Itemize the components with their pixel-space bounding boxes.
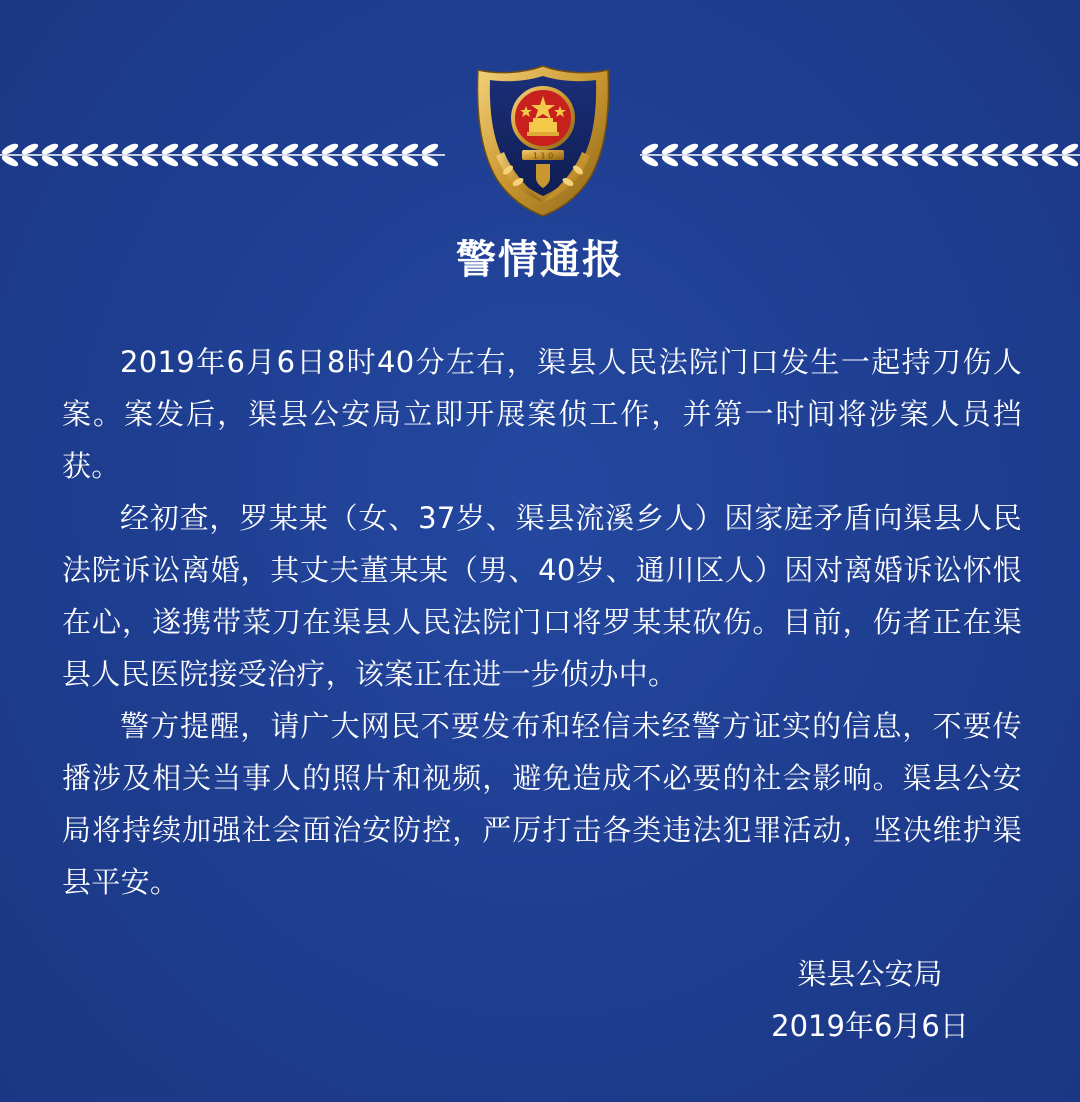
laurel-leaf xyxy=(920,154,939,169)
laurel-leaf xyxy=(960,142,979,157)
laurel-leaf xyxy=(200,154,219,169)
signature-date: 2019年6月6日 xyxy=(771,1009,969,1043)
laurel-leaf xyxy=(980,142,999,157)
laurel-leaf xyxy=(340,142,359,157)
laurel-leaf xyxy=(260,142,279,157)
laurel-leaf xyxy=(180,154,199,169)
laurel-leaf xyxy=(1060,142,1079,157)
laurel-leaf xyxy=(880,142,899,157)
laurel-leaf xyxy=(20,154,39,169)
laurel-leaf xyxy=(40,154,59,169)
laurel-leaf xyxy=(100,142,119,157)
signature-issuer: 渠县公安局 xyxy=(797,957,943,991)
laurel-leaf xyxy=(800,142,819,157)
laurel-leaf xyxy=(220,142,239,157)
laurel-leaf xyxy=(60,142,79,157)
laurel-leaf xyxy=(840,142,859,157)
laurel-leaf xyxy=(840,154,859,169)
laurel-leaf xyxy=(400,154,419,169)
laurel-leaf xyxy=(360,142,379,157)
notice-body xyxy=(62,336,1022,908)
right-laurel-decoration xyxy=(640,138,1080,172)
laurel-leaf xyxy=(960,154,979,169)
laurel-leaf xyxy=(940,142,959,157)
laurel-leaf xyxy=(340,154,359,169)
laurel-leaf xyxy=(700,142,719,157)
laurel-leaf xyxy=(640,154,659,169)
laurel-leaf xyxy=(0,154,19,169)
laurel-leaf xyxy=(1000,142,1019,157)
laurel-leaf xyxy=(780,142,799,157)
laurel-leaf xyxy=(800,154,819,169)
laurel-leaf xyxy=(420,142,439,157)
laurel-leaf xyxy=(900,154,919,169)
emblem-banner-text: 1 1 0 xyxy=(532,151,554,161)
laurel-leaf xyxy=(860,154,879,169)
laurel-leaf xyxy=(180,142,199,157)
laurel-leaf xyxy=(120,154,139,169)
laurel-leaf xyxy=(60,154,79,169)
laurel-leaf xyxy=(300,154,319,169)
laurel-leaf xyxy=(80,142,99,157)
laurel-leaf xyxy=(300,142,319,157)
laurel-leaf xyxy=(160,154,179,169)
laurel-leaf xyxy=(200,142,219,157)
laurel-leaf xyxy=(820,154,839,169)
laurel-leaf xyxy=(280,154,299,169)
laurel-leaf xyxy=(660,154,679,169)
laurel-leaf xyxy=(20,142,39,157)
laurel-leaf xyxy=(900,142,919,157)
laurel-leaf xyxy=(940,154,959,169)
laurel-leaf xyxy=(1040,154,1059,169)
laurel-leaf xyxy=(1000,154,1019,169)
laurel-leaf xyxy=(860,142,879,157)
laurel-leaf xyxy=(380,142,399,157)
laurel-leaf xyxy=(820,142,839,157)
left-laurel-decoration xyxy=(0,138,445,172)
laurel-leaf xyxy=(920,142,939,157)
laurel-leaf xyxy=(760,142,779,157)
laurel-leaf xyxy=(740,154,759,169)
laurel-leaf xyxy=(780,154,799,169)
laurel-leaf xyxy=(760,154,779,169)
laurel-leaf xyxy=(380,154,399,169)
laurel-leaf xyxy=(680,142,699,157)
paragraph-investigation: 经初查，罗某某（女、37岁、渠县流溪乡人）因家庭矛盾向渠县人民法院诉讼离婚，其丈夫董某某（男、40岁、通川区人）因对离婚诉讼怀恨在心，遂携带菜刀在渠县人民法院门口将罗某某砍伤。目前，伤者正在渠县人民医院接受治疗，该案正在进一步侦办中。 xyxy=(62,501,1022,691)
signature-block xyxy=(760,948,980,1052)
laurel-leaf xyxy=(0,142,19,157)
laurel-leaf xyxy=(100,154,119,169)
laurel-leaf xyxy=(360,154,379,169)
laurel-leaf xyxy=(160,142,179,157)
laurel-leaf xyxy=(220,154,239,169)
laurel-leaf xyxy=(320,154,339,169)
laurel-leaf xyxy=(280,142,299,157)
laurel-leaf xyxy=(260,154,279,169)
laurel-leaf xyxy=(140,154,159,169)
laurel-leaf xyxy=(720,142,739,157)
laurel-leaf xyxy=(420,154,439,169)
laurel-leaf xyxy=(640,142,659,157)
laurel-leaf xyxy=(140,142,159,157)
laurel-leaf xyxy=(1020,142,1039,157)
laurel-leaf xyxy=(240,154,259,169)
paragraph-incident: 2019年6月6日8时40分左右，渠县人民法院门口发生一起持刀伤人案。案发后，渠县公安局立即开展案侦工作，并第一时间将涉案人员挡获。 xyxy=(62,345,1022,483)
laurel-leaf xyxy=(980,154,999,169)
laurel-leaf xyxy=(1040,142,1059,157)
laurel-leaf xyxy=(720,154,739,169)
laurel-leaf xyxy=(1060,154,1079,169)
paragraph-reminder: 警方提醒，请广大网民不要发布和轻信未经警方证实的信息，不要传播涉及相关当事人的照片和视频，避免造成不必要的社会影响。渠县公安局将持续加强社会面治安防控，严厉打击各类违法犯罪活动，坚决维护渠县平安。 xyxy=(62,709,1022,899)
laurel-leaf xyxy=(240,142,259,157)
laurel-leaf xyxy=(880,154,899,169)
police-badge-icon xyxy=(466,60,620,220)
laurel-leaf xyxy=(80,154,99,169)
notice-title: 警情通报 xyxy=(456,237,624,283)
laurel-leaf xyxy=(680,154,699,169)
laurel-leaf xyxy=(120,142,139,157)
laurel-leaf xyxy=(40,142,59,157)
laurel-leaf xyxy=(400,142,419,157)
laurel-leaf xyxy=(660,142,679,157)
laurel-leaf xyxy=(700,154,719,169)
laurel-leaf xyxy=(1020,154,1039,169)
laurel-leaf xyxy=(320,142,339,157)
laurel-leaf xyxy=(740,142,759,157)
